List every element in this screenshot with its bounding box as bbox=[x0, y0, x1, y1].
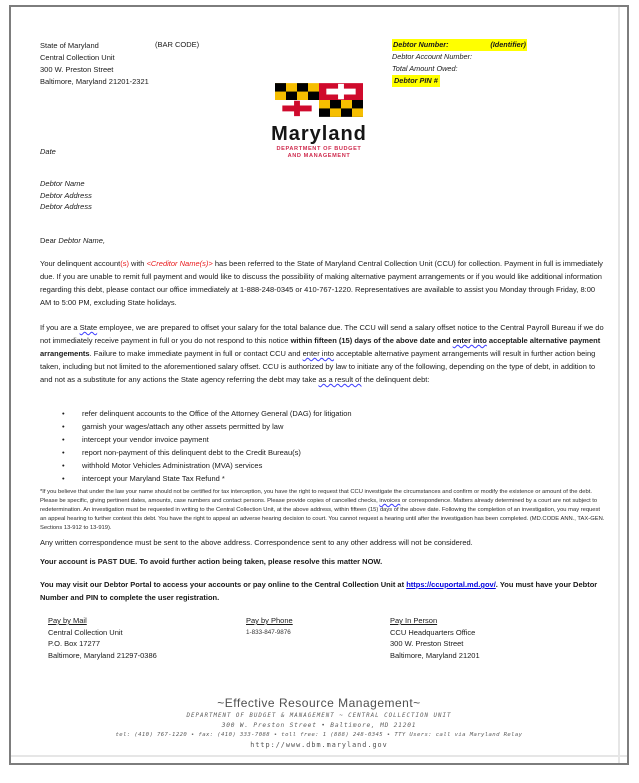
logo-department-text: DEPARTMENT OF BUDGET AND MANAGEMENT bbox=[276, 146, 362, 159]
pay-by-phone-number: 1-833-847-9876 bbox=[246, 628, 291, 636]
paragraph-salary-offset: If you are a State employee, we are prepared to offset your salary for the total balance due. The CCU will send a salary offset notice to the Central Payroll Bureau if we do not immediately receive payment in full or you do not respond to this notice within fifteen (15) days of the above date and enter into acceptable alternative payment arrangements. Failure to make immediate payment in full or contact CCU and enter into acceptable alternative payment arrangements will result in further action being taken, including but not limited to the aforementioned salary offset. CCU is authorized by law to initiate any of the following, depending on the type of debt, in addition to and not as a substitute for any actions the State agency referring the debt may take as a result of the delinquent debt: bbox=[40, 323, 604, 384]
list-item: • garnish your wages/attach any other assets permitted by law bbox=[62, 422, 284, 431]
page-edge-horizontal bbox=[11, 755, 627, 757]
list-item: • intercept your Maryland State Tax Refund * bbox=[62, 474, 225, 483]
correspondence-note: Any written correspondence must be sent to the above address. Correspondence sent to any other address will not be considered. bbox=[40, 538, 473, 547]
sender-line: Baltimore, Maryland 21201-2321 bbox=[40, 77, 149, 86]
debtor-account-row bbox=[392, 51, 527, 63]
debtor-number-label: Debtor Number: bbox=[393, 40, 449, 49]
pay-in-person-title: Pay In Person bbox=[390, 616, 438, 625]
pay-in-person-column: Pay In Person CCU Headquarters Office 300 W. Preston Street Baltimore, Maryland 21201 bbox=[390, 616, 480, 660]
bullet-icon: • bbox=[62, 474, 65, 483]
maryland-flag-icon bbox=[275, 83, 363, 122]
footer-address-line: 300 W. Preston Street • Baltimore, MD 21201 bbox=[221, 722, 417, 729]
ccu-portal-link[interactable]: https://ccuportal.md.gov/ bbox=[406, 580, 496, 589]
footer-url: http://www.dbm.maryland.gov bbox=[250, 741, 388, 749]
tax-interception-footnote: *If you believe that under the law your name should not be certified for tax interception, you have the right to request that CCU investigate the circumstances and confirm or modify the existence or amount of the debt. Please be specific, giving pertinent dates, amounts, case numbers and contact persons. Please provide copies of cancelled checks, invoices or correspondence. Matters already determined by a court are not subject to redetermination. An investigation must be requested in writing to the Central Collection Unit, at the above address, within fifteen (15) days of the above date. Following the completion of an investigation, you may request an appeal hearing to further contest this debt. You have the right to appeal an adverse hearing decision to court. You cannot request a hearing until after the investigation has been completed. (MD.CODE ANN., TAX-GEN. Sections 13-912 to 13-919). bbox=[40, 489, 605, 531]
letterhead-footer bbox=[11, 696, 627, 749]
debtor-fields-block bbox=[392, 39, 527, 87]
total-owed-label: Total Amount Owed: bbox=[392, 64, 458, 73]
debtor-portal-paragraph: You may visit our Debtor Portal to access your accounts or pay online to the Central Collection Unit at https://ccuportal.md.gov/. You must have your Debtor Number and PIN to complete the user registration. bbox=[40, 580, 598, 602]
salutation: Dear Debtor Name, bbox=[40, 236, 106, 245]
recipient-line: Debtor Address bbox=[40, 190, 92, 200]
payment-options bbox=[40, 615, 607, 675]
past-due-notice: Your account is PAST DUE. To avoid further action being taken, please resolve this matter NOW. bbox=[40, 557, 383, 566]
debtor-number-identifier: (Identifier) bbox=[490, 40, 526, 49]
sender-line: Central Collection Unit bbox=[40, 53, 115, 62]
pay-by-phone-column bbox=[246, 615, 293, 638]
list-item: • refer delinquent accounts to the Office of the Attorney General (DAG) for litigation bbox=[62, 409, 352, 418]
recipient-address-block bbox=[40, 178, 92, 213]
enforcement-actions-list bbox=[62, 407, 602, 485]
bullet-icon: • bbox=[62, 461, 65, 470]
logo-wordmark: Maryland bbox=[271, 123, 367, 145]
list-item: • withhold Motor Vehicles Administration (MVA) services bbox=[62, 461, 263, 470]
letter-page bbox=[9, 5, 629, 765]
dbm-logo bbox=[11, 83, 627, 160]
footer-contacts-line: tel: (410) 767-1220 • fax: (410) 333-7088 • toll free: 1 (888) 248-0345 • TTY Users: call via Maryland Relay bbox=[115, 732, 523, 738]
pay-by-phone-title: Pay by Phone bbox=[246, 616, 293, 625]
date-placeholder: Date bbox=[40, 147, 56, 156]
total-owed-row bbox=[392, 63, 527, 75]
bullet-icon: • bbox=[62, 409, 65, 418]
paragraph-referral: Your delinquent account(s) with <Creditor Name(s)> has been referred to the State of Maryland Central Collection Unit (CCU) for collection. Payment in full is immediately due. If you are unable to remit full payment and would like to discuss the possibility of making alternative payment arrangements or if you would like additional information regarding this debt, please contact our office immediately at 1-888-248-0345 or 410-767-1220. Representatives are available to assist you Monday through Friday, 8:00 AM to 5:00 PM, excluding State holidays. bbox=[40, 259, 603, 307]
footer-department-line: DEPARTMENT OF BUDGET & MANAGEMENT ~ CENTRAL COLLECTION UNIT bbox=[186, 713, 452, 719]
debtor-number-row bbox=[392, 39, 527, 51]
sender-address-block bbox=[40, 40, 149, 88]
barcode-placeholder: (BAR CODE) bbox=[155, 40, 200, 49]
sender-line: 300 W. Preston Street bbox=[40, 65, 114, 74]
debtor-account-label: Debtor Account Number: bbox=[392, 52, 473, 61]
footer-slogan: ~Effective Resource Management~ bbox=[217, 696, 421, 710]
pay-by-mail-column: Pay by Mail Central Collection Unit P.O. Box 17277 Baltimore, Maryland 21297-0386 bbox=[48, 616, 157, 660]
recipient-line: Debtor Address bbox=[40, 202, 92, 211]
list-item: • report non-payment of this delinquent debt to the Credit Bureau(s) bbox=[62, 448, 301, 457]
debtor-number-highlight bbox=[392, 39, 527, 51]
pay-by-mail-title: Pay by Mail bbox=[48, 616, 87, 625]
bullet-icon: • bbox=[62, 435, 65, 444]
list-item: • intercept your vendor invoice payment bbox=[62, 435, 209, 444]
recipient-line: Debtor Name bbox=[40, 179, 85, 188]
bullet-icon: • bbox=[62, 448, 65, 457]
sender-line: State of Maryland bbox=[40, 41, 99, 50]
debtor-pin-highlight: Debtor PIN # bbox=[394, 76, 438, 85]
bullet-icon: • bbox=[62, 422, 65, 431]
